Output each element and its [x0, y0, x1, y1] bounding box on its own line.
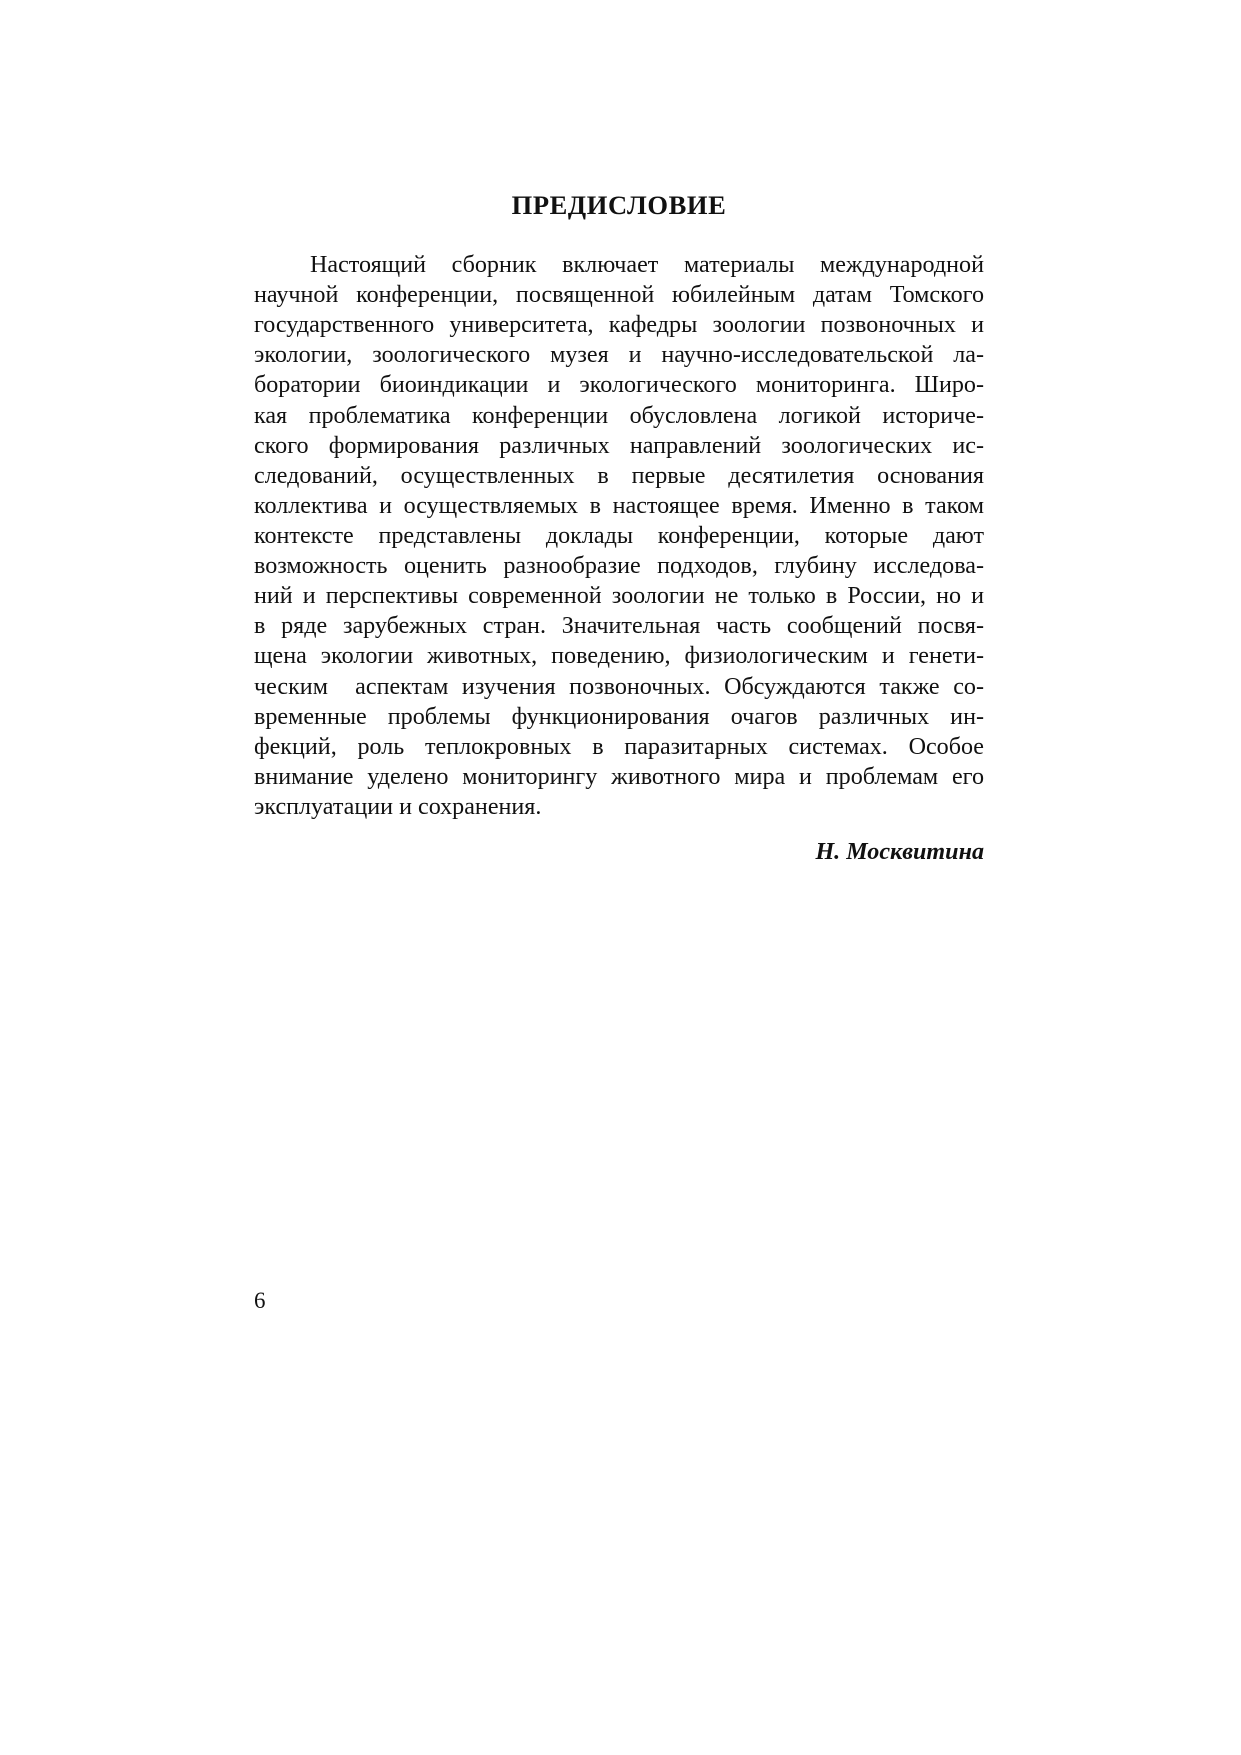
- paragraph-line: внимание уделено мониторингу животного мира и проблемам его: [254, 763, 984, 790]
- paragraph-line: эксплуатации и сохранения.: [254, 793, 542, 820]
- paragraph-line: экологии, зоологического музея и научно-исследовательской ла-: [254, 342, 984, 369]
- paragraph-line: в ряде зарубежных стран. Значительная часть сообщений посвя-: [254, 613, 984, 640]
- page-title: ПРЕДИСЛОВИЕ: [511, 190, 727, 220]
- paragraph-line: государственного университета, кафедры зоологии позвоночных и: [254, 312, 984, 339]
- paragraph-line: фекций, роль теплокровных в паразитарных системах. Особое: [254, 733, 984, 760]
- paragraph-line: боратории биоиндикации и экологического мониторинга. Широ-: [254, 372, 984, 399]
- paragraph-line: кая проблематика конференции обусловлена логикой историче-: [254, 402, 984, 429]
- paragraph-line: научной конференции, посвященной юбилейным датам Томского: [254, 282, 984, 309]
- paragraph-line: ческим аспектам изучения позвоночных. Обсуждаются также со-: [254, 673, 984, 700]
- page-number: 6: [254, 1288, 266, 1313]
- paragraph-line: коллектива и осуществляемых в настоящее время. Именно в таком: [254, 492, 984, 519]
- paragraph-line: возможность оценить разнообразие подходов, глубину исследова-: [254, 553, 984, 580]
- paragraph-line: Настоящий сборник включает материалы международной: [310, 252, 984, 278]
- paragraph-line: ний и перспективы современной зоологии не только в России, но и: [254, 583, 984, 610]
- paragraph-line: ского формирования различных направлений зоологических ис-: [254, 432, 984, 459]
- paragraph-line: контексте представлены доклады конференции, которые дают: [254, 522, 984, 549]
- author-signature: Н. Москвитина: [815, 839, 984, 865]
- paragraph-line: временные проблемы функционирования очагов различных ин-: [254, 703, 984, 730]
- paragraph-line: щена экологии животных, поведению, физиологическим и генети-: [254, 643, 984, 670]
- paragraph-line: следований, осуществленных в первые десятилетия основания: [254, 462, 984, 489]
- preface-paragraph: [254, 250, 984, 822]
